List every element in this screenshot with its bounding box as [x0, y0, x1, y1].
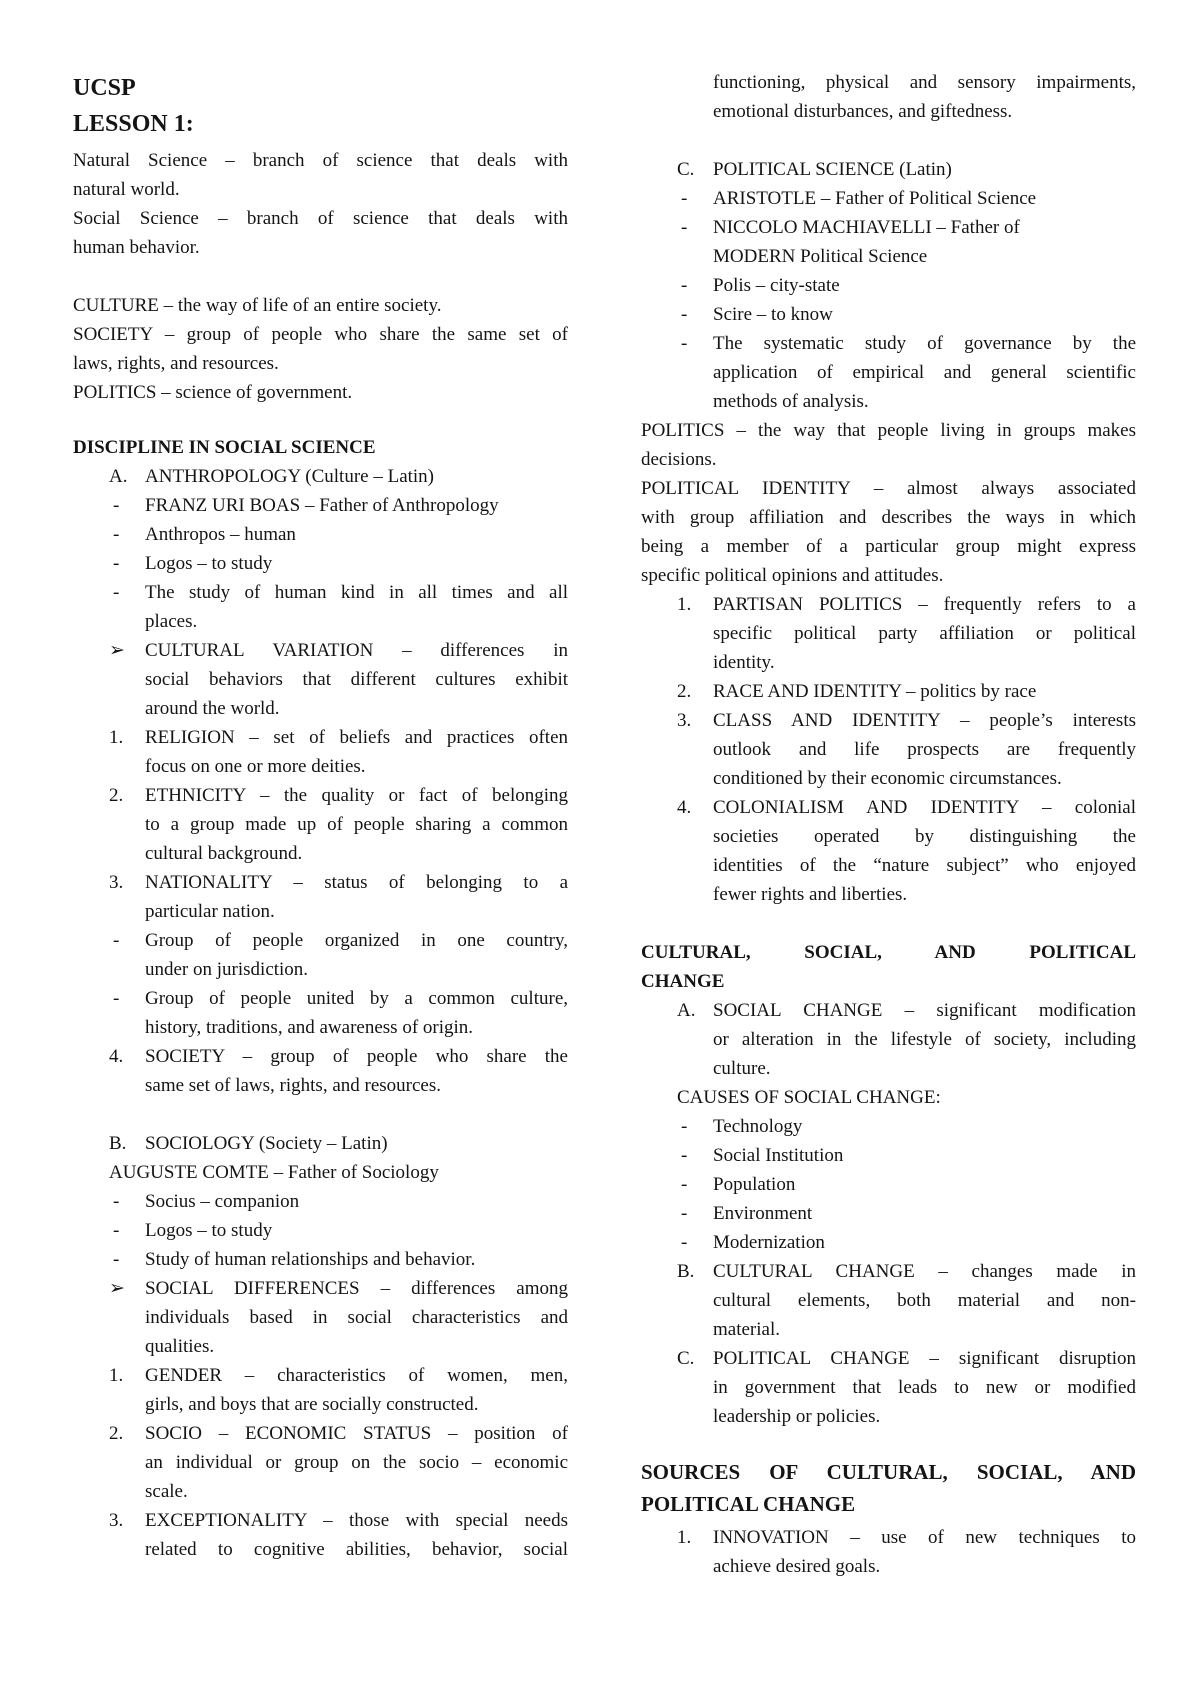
exceptionality-item: EXCEPTIONALITY – those with special needs [145, 1510, 568, 1531]
natural-science-line: natural world. [73, 179, 180, 200]
social-science-line: human behavior. [73, 237, 200, 258]
dash-bullet: - [113, 1220, 120, 1241]
list-item: Social Institution [713, 1145, 844, 1166]
dash-bullet: - [113, 582, 120, 603]
doc-title: UCSP [73, 75, 136, 101]
list-item: Group of people united by a common culture, [145, 988, 568, 1009]
dash-bullet: - [681, 1174, 688, 1195]
section-heading: SOURCES OF CULTURAL, SOCIAL, AND [641, 1460, 1136, 1484]
list-marker: 4. [109, 1046, 124, 1067]
list-item: Study of human relationships and behavior. [145, 1249, 476, 1270]
list-marker: 4. [677, 797, 692, 818]
dash-bullet: - [681, 1232, 688, 1253]
anthropology-title: ANTHROPOLOGY (Culture – Latin) [145, 466, 435, 487]
dash-bullet: - [113, 930, 120, 951]
list-item: ARISTOTLE – Father of Political Science [713, 188, 1037, 209]
cultural-variation: social behaviors that different cultures exhibit [145, 669, 568, 690]
exceptionality-item: related to cognitive abilities, behavior, social [145, 1539, 568, 1560]
list-item: methods of analysis. [713, 391, 869, 412]
causes-heading: CAUSES OF SOCIAL CHANGE: [677, 1087, 941, 1108]
list-item: under on jurisdiction. [145, 959, 309, 980]
dash-bullet: - [681, 1116, 688, 1137]
ses-item: scale. [145, 1481, 188, 1502]
political-identity: POLITICAL IDENTITY – almost always associated [641, 478, 1136, 499]
list-item: Scire – to know [713, 304, 833, 325]
cultural-change-item: material. [713, 1319, 780, 1340]
list-marker: B. [109, 1133, 127, 1154]
list-marker: 3. [109, 872, 124, 893]
religion-item: focus on one or more deities. [145, 756, 366, 777]
arrow-bullet-icon: ➢ [109, 1278, 125, 1299]
list-item: MODERN Political Science [713, 246, 928, 267]
society-definition: SOCIETY – group of people who share the same set of [73, 324, 568, 345]
dash-bullet: - [681, 275, 688, 296]
social-science-line: Social Science – branch of science that deals with [73, 208, 568, 229]
ethnicity-item: to a group made up of people sharing a common [145, 814, 568, 835]
dash-bullet: - [681, 333, 688, 354]
section-heading: DISCIPLINE IN SOCIAL SCIENCE [73, 437, 376, 458]
race-identity-item: RACE AND IDENTITY – politics by race [713, 681, 1037, 702]
list-item: places. [145, 611, 198, 632]
ethnicity-item: ETHNICITY – the quality or fact of belonging [145, 785, 568, 806]
gender-item: girls, and boys that are socially constructed. [145, 1394, 479, 1415]
list-marker: 1. [677, 1527, 692, 1548]
section-heading: POLITICAL CHANGE [641, 1492, 856, 1516]
list-marker: B. [677, 1261, 695, 1282]
class-identity-item: CLASS AND IDENTITY – people’s interests [713, 710, 1136, 731]
list-item: Group of people organized in one country, [145, 930, 568, 951]
list-marker: A. [109, 466, 128, 487]
dash-bullet: - [681, 1145, 688, 1166]
political-change-item: leadership or policies. [713, 1406, 881, 1427]
class-identity-item: conditioned by their economic circumstances. [713, 768, 1062, 789]
list-item: Modernization [713, 1232, 825, 1253]
exceptionality-item: emotional disturbances, and giftedness. [713, 101, 1013, 122]
cultural-variation: CULTURAL VARIATION – differences in [145, 640, 568, 661]
list-marker: 1. [677, 594, 692, 615]
colonialism-identity-item: identities of the “nature subject” who enjoyed [713, 855, 1136, 876]
list-item: Logos – to study [145, 1220, 273, 1241]
exceptionality-item: functioning, physical and sensory impairments, [713, 72, 1136, 93]
list-marker: 2. [677, 681, 692, 702]
list-marker: C. [677, 159, 695, 180]
political-identity: with group affiliation and describes the ways in which [641, 507, 1136, 528]
colonialism-identity-item: fewer rights and liberties. [713, 884, 908, 905]
list-item: NICCOLO MACHIAVELLI – Father of [713, 217, 1020, 238]
class-identity-item: outlook and life prospects are frequently [713, 739, 1136, 760]
ses-item: an individual or group on the socio – economic [145, 1452, 568, 1473]
political-identity: specific political opinions and attitudes. [641, 565, 944, 586]
list-item: history, traditions, and awareness of origin. [145, 1017, 474, 1038]
list-item: Anthropos – human [145, 524, 296, 545]
comte-line: AUGUSTE COMTE – Father of Sociology [109, 1162, 439, 1183]
dash-bullet: - [681, 304, 688, 325]
section-heading: CULTURAL, SOCIAL, AND POLITICAL [641, 942, 1136, 963]
partisan-politics-item: specific political party affiliation or political [713, 623, 1136, 644]
sociology-title: SOCIOLOGY (Society – Latin) [145, 1133, 388, 1154]
social-differences: qualities. [145, 1336, 215, 1357]
politics-definition: POLITICS – the way that people living in groups makes [641, 420, 1136, 441]
society-item: same set of laws, rights, and resources. [145, 1075, 442, 1096]
list-marker: 2. [109, 1423, 124, 1444]
social-change-item: or alteration in the lifestyle of society, including [713, 1029, 1136, 1050]
list-item: The study of human kind in all times and all [145, 582, 568, 603]
dash-bullet: - [113, 1249, 120, 1270]
list-item: Logos – to study [145, 553, 273, 574]
partisan-politics-item: identity. [713, 652, 775, 673]
cultural-change-item: CULTURAL CHANGE – changes made in [713, 1261, 1136, 1282]
partisan-politics-item: PARTISAN POLITICS – frequently refers to a [713, 594, 1136, 615]
list-marker: 1. [109, 1365, 124, 1386]
dash-bullet: - [681, 1203, 688, 1224]
social-differences: individuals based in social characteristics and [145, 1307, 568, 1328]
nationality-item: NATIONALITY – status of belonging to a [145, 872, 568, 893]
society-item: SOCIETY – group of people who share the [145, 1046, 568, 1067]
list-item: Technology [713, 1116, 803, 1137]
colonialism-identity-item: COLONIALISM AND IDENTITY – colonial [713, 797, 1136, 818]
list-marker: C. [677, 1348, 695, 1369]
gender-item: GENDER – characteristics of women, men, [145, 1365, 568, 1386]
political-change-item: POLITICAL CHANGE – significant disruption [713, 1348, 1136, 1369]
list-item: The systematic study of governance by the [713, 333, 1136, 354]
list-marker: 3. [677, 710, 692, 731]
list-item: application of empirical and general scientific [713, 362, 1136, 383]
list-item: Environment [713, 1203, 813, 1224]
list-marker: 1. [109, 727, 124, 748]
ses-item: SOCIO – ECONOMIC STATUS – position of [145, 1423, 568, 1444]
political-science-title: POLITICAL SCIENCE (Latin) [713, 159, 952, 180]
list-item: Socius – companion [145, 1191, 300, 1212]
lesson-title: LESSON 1: [73, 111, 194, 137]
nationality-item: particular nation. [145, 901, 275, 922]
dash-bullet: - [113, 524, 120, 545]
list-marker: A. [677, 1000, 696, 1021]
dash-bullet: - [681, 188, 688, 209]
list-item: FRANZ URI BOAS – Father of Anthropology [145, 495, 499, 516]
social-change-item: culture. [713, 1058, 771, 1079]
list-item: Population [713, 1174, 796, 1195]
colonialism-identity-item: societies operated by distinguishing the [713, 826, 1136, 847]
ethnicity-item: cultural background. [145, 843, 303, 864]
social-change-item: SOCIAL CHANGE – significant modification [713, 1000, 1136, 1021]
religion-item: RELIGION – set of beliefs and practices often [145, 727, 568, 748]
culture-definition: CULTURE – the way of life of an entire society. [73, 295, 442, 316]
social-differences: SOCIAL DIFFERENCES – differences among [145, 1278, 568, 1299]
politics-definition: decisions. [641, 449, 717, 470]
natural-science-line: Natural Science – branch of science that deals with [73, 150, 568, 171]
list-item: Polis – city-state [713, 275, 840, 296]
innovation-item: INNOVATION – use of new techniques to [713, 1527, 1136, 1548]
section-heading: CHANGE [641, 971, 725, 992]
innovation-item: achieve desired goals. [713, 1556, 881, 1577]
cultural-variation: around the world. [145, 698, 280, 719]
dash-bullet: - [113, 495, 120, 516]
society-definition: laws, rights, and resources. [73, 353, 279, 374]
political-change-item: in government that leads to new or modified [713, 1377, 1136, 1398]
politics-definition: POLITICS – science of government. [73, 382, 353, 403]
dash-bullet: - [113, 1191, 120, 1212]
arrow-bullet-icon: ➢ [109, 640, 125, 661]
dash-bullet: - [113, 553, 120, 574]
cultural-change-item: cultural elements, both material and non- [713, 1290, 1136, 1311]
political-identity: being a member of a particular group might express [641, 536, 1136, 557]
list-marker: 2. [109, 785, 124, 806]
dash-bullet: - [113, 988, 120, 1009]
list-marker: 3. [109, 1510, 124, 1531]
dash-bullet: - [681, 217, 688, 238]
